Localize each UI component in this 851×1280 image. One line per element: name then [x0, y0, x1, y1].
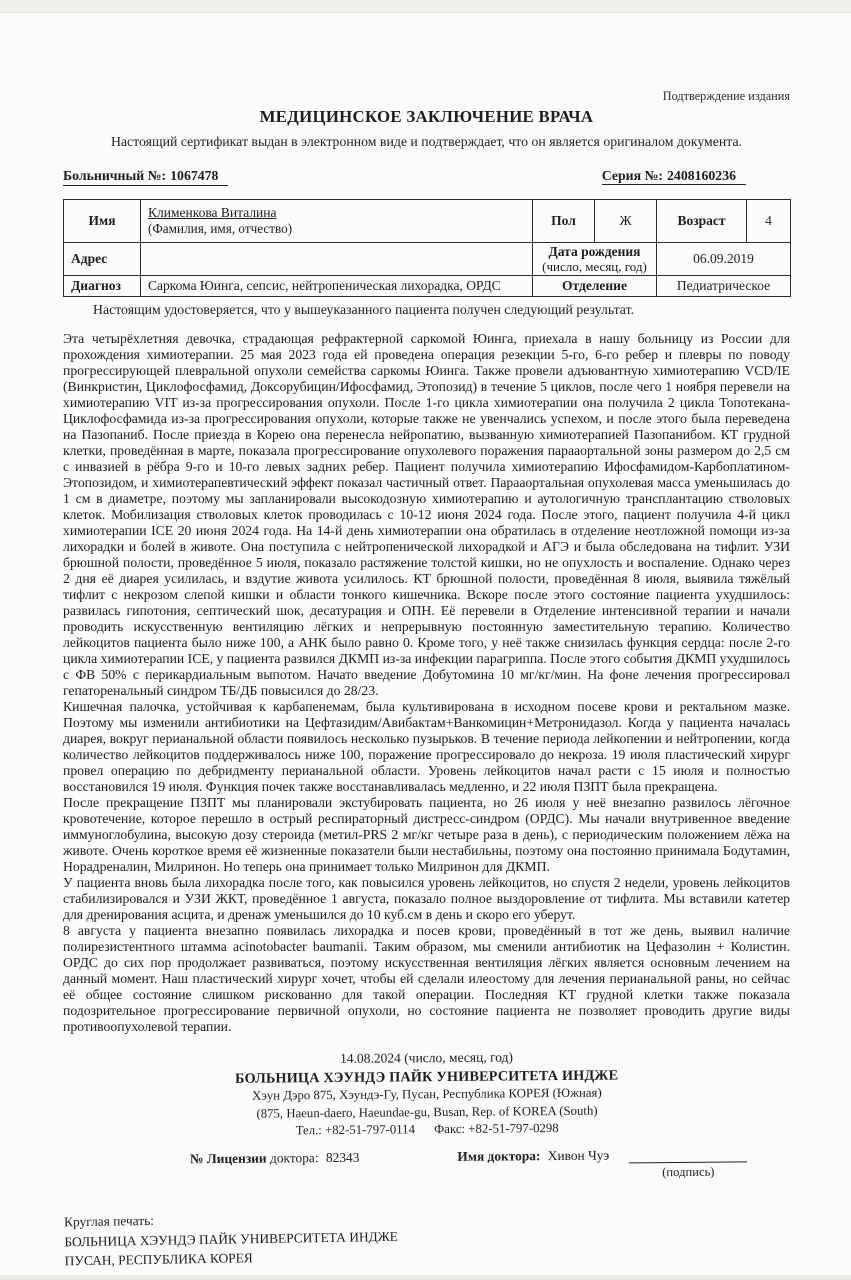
age-label: Возраст	[657, 200, 747, 243]
name-label: Имя	[64, 200, 141, 243]
doctor-name-group	[457, 1147, 609, 1164]
doctor-name-label: Имя доктора:	[457, 1147, 541, 1164]
series-number	[602, 168, 746, 185]
patient-info-table	[63, 199, 791, 297]
issue-date: 14.08.2024 (число, месяц, год)	[340, 1049, 514, 1066]
hospital-tel: Тел.: +82-51-797-0114	[295, 1122, 416, 1138]
certification-line: Настоящим удостоверяется, что у вышеуказанного пациента получен следующий результат.	[93, 302, 635, 317]
document-title: МЕДИЦИНСКОЕ ЗАКЛЮЧЕНИЕ ВРАЧА	[259, 107, 594, 126]
table-row-address	[64, 243, 791, 276]
address-value	[141, 243, 533, 276]
signature-line	[629, 1146, 747, 1163]
name-hint: (Фамилия, имя, отчество)	[148, 221, 293, 236]
report-paragraph: 8 августа у пациента внезапно появилась лихорадка и посев крови, проведённый в тот же день, выявил наличие полирезистентного штамма acinotobacter baumanii. Таким образом, мы сменили антибиотик на Цефазолин + Колистин. ОРДС до сих пор продолжает развиваться, поэтому искусственная вентиляция лёгких является основным лечением на данный момент. Наш пластический хирург хочет, чтобы ей сделали илеостому для лечения перианальной раны, но сейчас её общее состояние слишком рискованно для такой операции. Последняя КТ грудной клетки также показала подозрительное прогрессирование первичной опухоли, но состояние пациента не позволяет проводить другие виды противоопухолевой терапии.	[63, 923, 790, 1034]
sex-label: Пол	[533, 200, 595, 243]
patient-name: Клименкова Виталина	[148, 205, 277, 220]
sex-value: Ж	[595, 200, 657, 243]
seal-location: ПУСАН, РЕСПУБЛИКА КОРЕЯ	[64, 1249, 253, 1268]
address-label: Адрес	[64, 243, 141, 276]
hospital-number-value: 1067478	[170, 168, 219, 183]
seal-label: Круглая печать:	[63, 1212, 155, 1229]
table-row-diagnosis	[64, 276, 791, 297]
hospital-address-ru: Хэун Дэро 875, Хэундэ-Гу, Пусан, Республика КОРЕЯ (Южная)	[251, 1085, 602, 1103]
department-value: Педиатрическое	[657, 276, 791, 297]
dob-value: 06.09.2019	[657, 243, 791, 276]
report-paragraph: Эта четырёхлетняя девочка, страдающая рефрактерной саркомой Юинга, приехала в нашу больницу из России для прохождения химиотерапии. 25 мая 2023 года ей проведена операция резекции 5-го, 6-го ребер и плевры по поводу прогрессирующей плевральной опухоли семейства саркомы Юинга. Также провели адъювантную химиотерапию VCD/IE (Винкристин, Циклофосфамид, Доксорубицин/Ифосфамид, Этопозид) в течение 5 циклов, после чего 1 ноября перевели на химиотерапию VIT из-за прогрессирования опухоли. После 1-го цикла химиотерапии она получила 2 цикла Топотекана-Циклофосфамида из-за прогрессирования опухоли, которые также не увенчались успехом, и после этого была переведена на Пазопаниб. После приезда в Корею она перенесла нейропатию, вызванную химиотерапией Пазопанибом. КТ грудной клетки, проведённая в марте, показала прогрессирование опухолевого поражения парааортальной зоны размером до 2,5 см с инвазией в рёбра 9-го и 10-го левых задних ребер. Пациент получила химиотерапию Ифосфамидом-Карбоплатином-Этопозидом, и химиотерапевтический эффект показал частичный ответ. Парааортальная опухолевая масса уменьшилась до 1 см в диаметре, поэтому мы запланировали высокодозную химиотерапию и аутологичную трансплантацию стволовых клеток. Мобилизация стволовых клеток проводилась с 10-12 июня 2024 года. После этого, пациент получила 4-й цикл химиотерапии ICE 20 июня 2024 года. На 14-й день химиотерапии она обратилась в отделение неотложной помощи из-за лихорадки и болей в животе. Она поступила с нейтропенической лихорадкой и АГЭ и была обследована на тифлит. УЗИ брюшной полости, проведённое 5 июля, показало растяжение толстой кишки, но не опухлость и воспаление. Однако через 2 дня её диарея усилилась, и вздутие живота усилилось. КТ брюшной полости, проведённая 8 июля, выявила тяжёлый тифлит с некрозом слепой кишки и области тонкого кишечника. Вскоре после этого состояние пациента ухудшилось: развилась гипотония, септический шок, десатурация и ОПН. Её перевели в Отделение интенсивной терапии и начали проводить искусственную вентиляцию лёгких и непрерывную постоянную заместительную терапию. Количество лейкоцитов пациента было ниже 100, а АНК было равно 0. Кроме того, у неё также снизилась функция сердца: после 2-го цикла химиотерапии ICE, у пациента развился ДКМП из-за инфекции парагриппа. После этого события ДКМП ухудшилось с ФВ 50% с перикардиальным выпотом. Начато введение Добутомина 10 мг/кг/мин. На фоне лечения прогрессировал гепаторенальный синдром ТБ/ДБ повысился до 28/23.	[63, 331, 790, 698]
dob-hint: (число, месяц, год)	[542, 259, 647, 274]
report-paragraph: Кишечная палочка, устойчивая к карбапенемам, была культивирована в исходном посеве крови и ректальном мазке. Поэтому мы изменили антибиотики на Цефтазидим/Авибактам+Ванкомицин+Метронидазол. Когда у пациента началась диарея, вокруг перианальной области появилось несколько пузырьков. В течение периода лейкопении и нейтропении, когда количество лейкоцитов поддерживалось ниже 100, поражение прогрессировало до некроза. 19 июля пластический хирург провел операцию по дебридменту перианальной области. Уровень лейкоцитов начал расти с 15 июля и полностью восстановился 19 июля. Функция почек также восстанавливалась медленно, и 22 июля ПЗПТ была прекращена.	[63, 699, 790, 794]
medical-report-body	[63, 331, 790, 1047]
edition-confirmation-note: Подтверждение издания	[662, 89, 790, 103]
diagnosis-label: Диагноз	[64, 276, 141, 297]
round-seal-block	[64, 1200, 792, 1271]
license-label-bold: № Лицензии	[189, 1150, 267, 1166]
document-subtitle: Настоящий сертификат выдан в электронном виде и подтверждает, что он является оригиналом документа.	[110, 134, 743, 149]
dob-label-cell	[533, 243, 657, 276]
scan-edge-bottom	[0, 1275, 851, 1280]
signature-area	[629, 1146, 747, 1180]
table-row-name	[64, 200, 791, 243]
hospital-name: БОЛЬНИЦА ХЭУНДЭ ПАЙК УНИВЕРСИТЕТА ИНДЖЕ	[235, 1067, 619, 1087]
age-value: 4	[747, 200, 791, 243]
document-numbers-row	[63, 168, 790, 186]
diagnosis-value: Саркома Юинга, сепсис, нейтропеническая лихорадка, ОРДС	[141, 276, 533, 297]
seal-hospital-name: БОЛЬНИЦА ХЭУНДЭ ПАЙК УНИВЕРСИТЕТА ИНДЖЕ	[64, 1227, 399, 1249]
signature-hint: (подпись)	[662, 1164, 715, 1179]
series-number-wrap	[602, 168, 746, 186]
series-number-label: Серия №:	[601, 168, 664, 183]
department-label: Отделение	[533, 276, 657, 297]
series-number-value: 2408160236	[667, 168, 736, 183]
doctor-name: Хивон Чуэ	[547, 1147, 610, 1163]
name-cell	[141, 200, 533, 243]
license-number: 82343	[325, 1149, 360, 1165]
hospital-address-en: (875, Haeun-daero, Haeundae-gu, Busan, Rep. of KOREA (South)	[256, 1103, 598, 1121]
hospital-number	[63, 168, 228, 186]
doctor-license	[190, 1149, 360, 1166]
report-paragraph: У пациента вновь была лихорадка после того, как повысился уровень лейкоцитов, но спустя 2 недели, уровень лейкоцитов стабилизировался и УЗИ ЖКТ, проведённое 1 августа, показало полное выздоровление от тифлита. Мы вставили катетер для дренирования асцита, и дренаж уменьшился до 10 куб.см в день и скоро его уберут.	[63, 875, 790, 922]
dob-label: Дата рождения	[548, 244, 641, 259]
document-footer	[63, 1047, 792, 1270]
doctor-license-row	[64, 1146, 791, 1185]
hospital-number-label: Больничный №:	[63, 168, 167, 183]
report-paragraph: После прекращение ПЗПТ мы планировали экстубировать пациента, но 26 июля у неё внезапно развилось лёгочное кровотечение, которое перешло в острый респираторный дистресс-синдром (ОРДС). Мы начали внутривенное введение иммуноглобулина, высокую дозу стероида (метил-PRS 2 мг/кг четыре раза в день), с периодическим положением лёжа на животе. Очень короткое время её жизненные показатели были нестабильны, поэтому она постоянно принимала Бодутамин, Норадреналин, Милринон. Но теперь она принимает только Милринон для ДКМП.	[63, 795, 790, 874]
license-label-rest: доктора:	[269, 1149, 319, 1166]
hospital-fax: Факс: +82-51-797-0298	[434, 1121, 559, 1137]
